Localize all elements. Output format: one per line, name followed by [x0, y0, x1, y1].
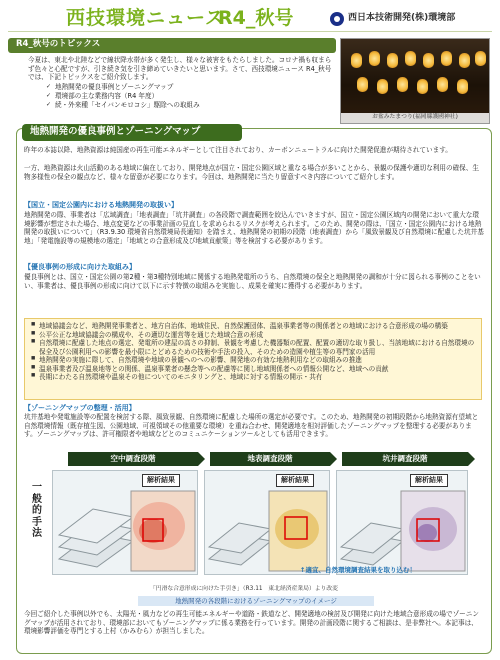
feature-item: ■ 地域協議会など、地熱開発事業者と、地方自治体、地域住民、自然保護団体、温泉事業者等の関係者との地域における合意形成の場の構築 [31, 322, 475, 331]
festival-photo [340, 38, 490, 124]
lantern-icon [437, 77, 448, 92]
lantern-icon [387, 53, 398, 68]
feature-item: ■ 温泉事業者及び温泉地等との関係、温泉事業者の懸念等への配慮等に関し地域関係者への情報公開など、地域への貢献 [31, 365, 475, 374]
lantern-icon [369, 51, 380, 66]
topic-item: ✓ 続・外来種「セイバンモロコシ」駆除への取組み [46, 101, 333, 110]
features-list [25, 319, 481, 385]
subheading-zoning-map: 【ゾーニングマップの整理・活用】 [24, 404, 136, 412]
lantern-icon [459, 53, 470, 68]
topics-intro: 今夏は、東北や北陸などで線状降水帯が多く発生し、様々な被害をもたらしました。コロナ禍も収まらず色々と心配ですが、引き続き気を引き締めていきたいと思います。さて、西技環境ニュース R4_秋号では、下記トピックスをご紹介致します。 [28, 56, 332, 82]
analysis-result-label: 解析結果 [142, 474, 180, 487]
features-box [24, 318, 482, 400]
well-panel [336, 470, 468, 575]
topic-item: ✓ 環境部の主な業務内容（R4 年度） [46, 92, 333, 101]
diagram-source: 「円滑な合意形成に向けた手引き」（R3.11 東北経済産業局）より改変 [150, 586, 338, 592]
stage-surface: 地表調査段階 [210, 452, 330, 466]
stage-well: 坑井調査段階 [342, 452, 468, 466]
zoning-diagram [24, 452, 482, 582]
lantern-icon [441, 51, 452, 66]
feature-item: ■ 地熱開発の実施に際して、自然環境や地域の景観へのへの影響、開発地の有効な地熱利用などの取組みの推進 [31, 356, 475, 365]
lantern-icon [357, 77, 368, 92]
lantern-icon [417, 79, 428, 94]
topics-section [28, 56, 333, 109]
feature-item: ■ 公平公正な地域協議会の構成や、その適切な運営等を通じた地域合意の形成 [31, 331, 475, 340]
diagram-caption: 地熱開発の各段階におけるゾーニングマップのイメージ [138, 596, 374, 606]
analysis-result-label: 解析結果 [276, 474, 314, 487]
evaluation-note: ↑適宜、自然環境調査結果を取り込む！ [300, 566, 416, 574]
lantern-icon [475, 51, 486, 66]
company-name: 西日本技術開発(株)環境部 [348, 13, 456, 23]
photo-caption: お盆みたまつり(福岡縣護國神社) [341, 113, 489, 123]
feature-item: ■ 長期にわたる自然環境や温泉その他についてのモニタリングと、地域に対する情報の開示・共有 [31, 373, 475, 382]
lantern-icon [423, 53, 434, 68]
stage-aerial: 空中調査段階 [68, 452, 198, 466]
issue-label: R4_秋号 [218, 7, 294, 29]
lantern-icon [397, 77, 408, 92]
topics-heading: R4_秋号のトピックス [8, 38, 336, 53]
lantern-icon [405, 51, 416, 66]
good-practice-paragraph: 優良事例とは、国立・国定公園の第2種・第3種特別地域に関係する地熱発電所のうち、自然環境の保全と地熱開発の調和が十分に図られる事例のことをいい、事業者は、優良事例の形成に向けて以下に示す特徴の取組みを実施し、成果を確実に獲得する必要があります。 [24, 273, 481, 290]
topic-item: ✓ 地熱開発の優良事例とゾーニングマップ [46, 83, 333, 92]
topics-list [46, 83, 333, 109]
main-section-heading: 地熱開発の優良事例とゾーニングマップ [22, 124, 242, 141]
intro-paragraph: 一方、地熱資源は火山活動のある地域に偏在しており、開発地点が国立・国定公園区域と重なる場合が多いことから、景観の保護や適切な利用の確保、生物多様性の保全の観点など、様々な留意が必要になります。今回は、地熱開発に当たり留意すべき内容についてご紹介します。 [24, 164, 479, 181]
subheading-good-practice: 【優良事例の形成に向けた取組み】 [24, 263, 136, 271]
feature-item: ■ 自然環境に配慮した地点の選定、発電所の建屋の高さの抑制、景観を考慮した機器類の配置、配置の適切な取り扱し、当該地域における自然環境の保全及び公園利用への影響を最小限にとどめるための技術や手法の投入、そのための造園や植生等の専門家の活用 [31, 339, 475, 356]
general-method-label: 一般的手法 [32, 482, 42, 539]
lantern-icon [457, 79, 468, 94]
well-map-icon [337, 471, 469, 576]
zoning-map-paragraph: 坑井基地や発電施設等の配置を検討する際、風致景観、自然環境に配慮した場所の選定が必要です。このため、地熱開発の初期段階から地熱資源有望域と自然環境情報（既存植生図、公園地域、可視領域その他重要な環境）を重ね合わせ、開発適地を相対評価したゾーニングマップを整理する必要があります。ゾーニングマップは、許可権限者や地域などとのコミュニケーションツールとしても活用できます。 [24, 413, 479, 439]
analysis-result-label: 解析結果 [410, 474, 448, 487]
subheading-national-park: 【国立・国定公園内における地熱開発の取扱い】 [24, 201, 178, 209]
national-park-paragraph: 地熱開発の際、事業者は「広域調査」「地表調査」「坑井調査」の各段階で調査範囲を絞込んでいきますが、国立・国定公園区域内の開発において重大な環境影響が想定された場合、地点変更などの事業計画の見直しを求められるリスクが考えられます。このため、開発の際は、「国立・国定公園内における地熱開発の取扱いについて」（R3.9.30 環境省自然環境局長通知）を踏まえ、地熱開発の初期の段階（地表調査）から「風致景観及び自然環境に配慮した坑井基地」「発電施設等の規模地の選定」「地域との合意形成及び地域貢献策」等を検討する必要があります。 [24, 211, 484, 246]
intro-paragraph: 昨年の本誌以降、地熱資源は純国産の再生可能エネルギーとして注目されており、カーボンニュートラルに向けた開発促進が期待されています。 [24, 146, 452, 154]
company-logo-icon [330, 12, 344, 26]
newsletter-title: 西技環境ニュース [66, 7, 226, 29]
lantern-icon [377, 79, 388, 94]
newsletter-header [8, 6, 492, 32]
closing-paragraph: 今回ご紹介した事例以外でも、太陽光・風力などの再生可能エネルギーや道路・鉄道など、開発適地の検討及び開発に向けた地域合意形成の場でゾーニングマップが活用されており、環境部においてもゾーニングマップに係る業務を行っています。開発の計画段階に関するご相談は、是非弊社へ。本記事は、環境影響評価を専門とする上村（かみむら）が担当しました。 [24, 610, 479, 636]
lantern-icon [351, 53, 362, 68]
